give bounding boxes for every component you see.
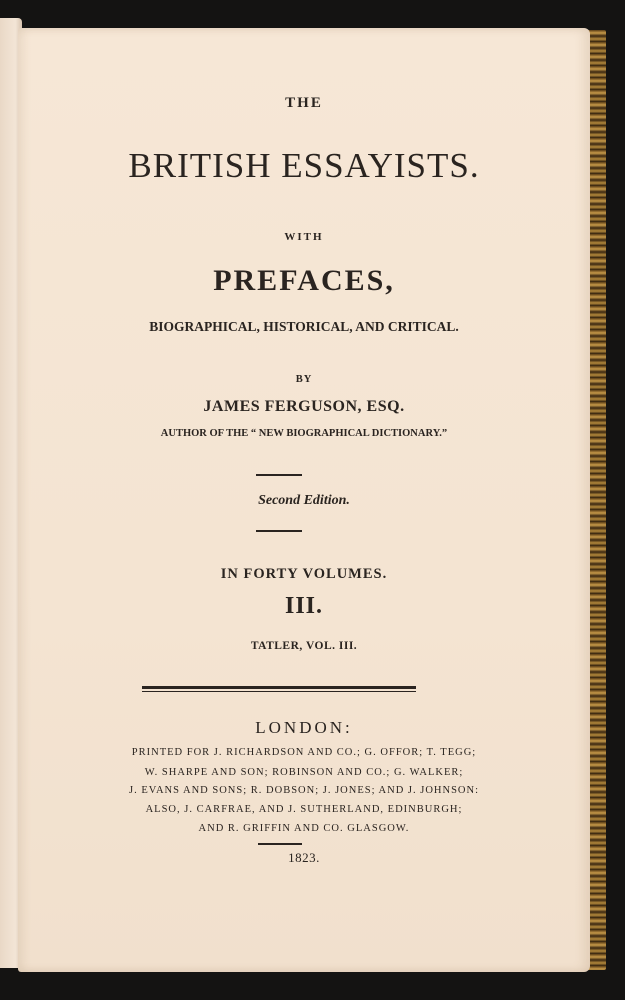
subtitle: BIOGRAPHICAL, HISTORICAL, AND CRITICAL. xyxy=(149,319,459,334)
imprint-line: AND R. GRIFFIN AND CO. GLASGOW. xyxy=(198,823,410,834)
imprint-line: ALSO, J. CARFRAE, AND J. SUTHERLAND, EDINBURGH; xyxy=(145,804,463,815)
edition-label: Second Edition. xyxy=(258,493,350,508)
imprint-line: PRINTED FOR J. RICHARDSON AND CO.; G. OFFOR; T. TEGG; xyxy=(131,747,477,758)
with-label: WITH xyxy=(284,231,324,243)
volumes-count: IN FORTY VOLUMES. xyxy=(220,566,388,582)
title-page xyxy=(18,28,590,972)
imprint-line: W. SHARPE AND SON; ROBINSON AND CO.; G. WALKER; xyxy=(144,767,464,778)
prefaces-heading: PREFACES, xyxy=(213,264,395,297)
tatler-volume: TATLER, VOL. III. xyxy=(250,640,358,652)
author-credentials: AUTHOR OF THE “ NEW BIOGRAPHICAL DICTIONARY.” xyxy=(160,428,448,439)
imprint-place: LONDON: xyxy=(255,718,353,737)
volume-number: III. xyxy=(284,593,324,619)
author-name: JAMES FERGUSON, ESQ. xyxy=(203,398,405,415)
divider-rule xyxy=(258,843,302,845)
double-divider-rule xyxy=(142,686,416,692)
imprint-line: J. EVANS AND SONS; R. DOBSON; J. JONES; AND J. JOHNSON: xyxy=(128,785,480,796)
divider-rule xyxy=(256,530,302,532)
divider-rule xyxy=(256,474,302,476)
by-label: BY xyxy=(295,374,313,385)
book-title: BRITISH ESSAYISTS. xyxy=(128,146,480,185)
publication-year: 1823. xyxy=(288,850,320,865)
title-article: THE xyxy=(285,95,323,111)
